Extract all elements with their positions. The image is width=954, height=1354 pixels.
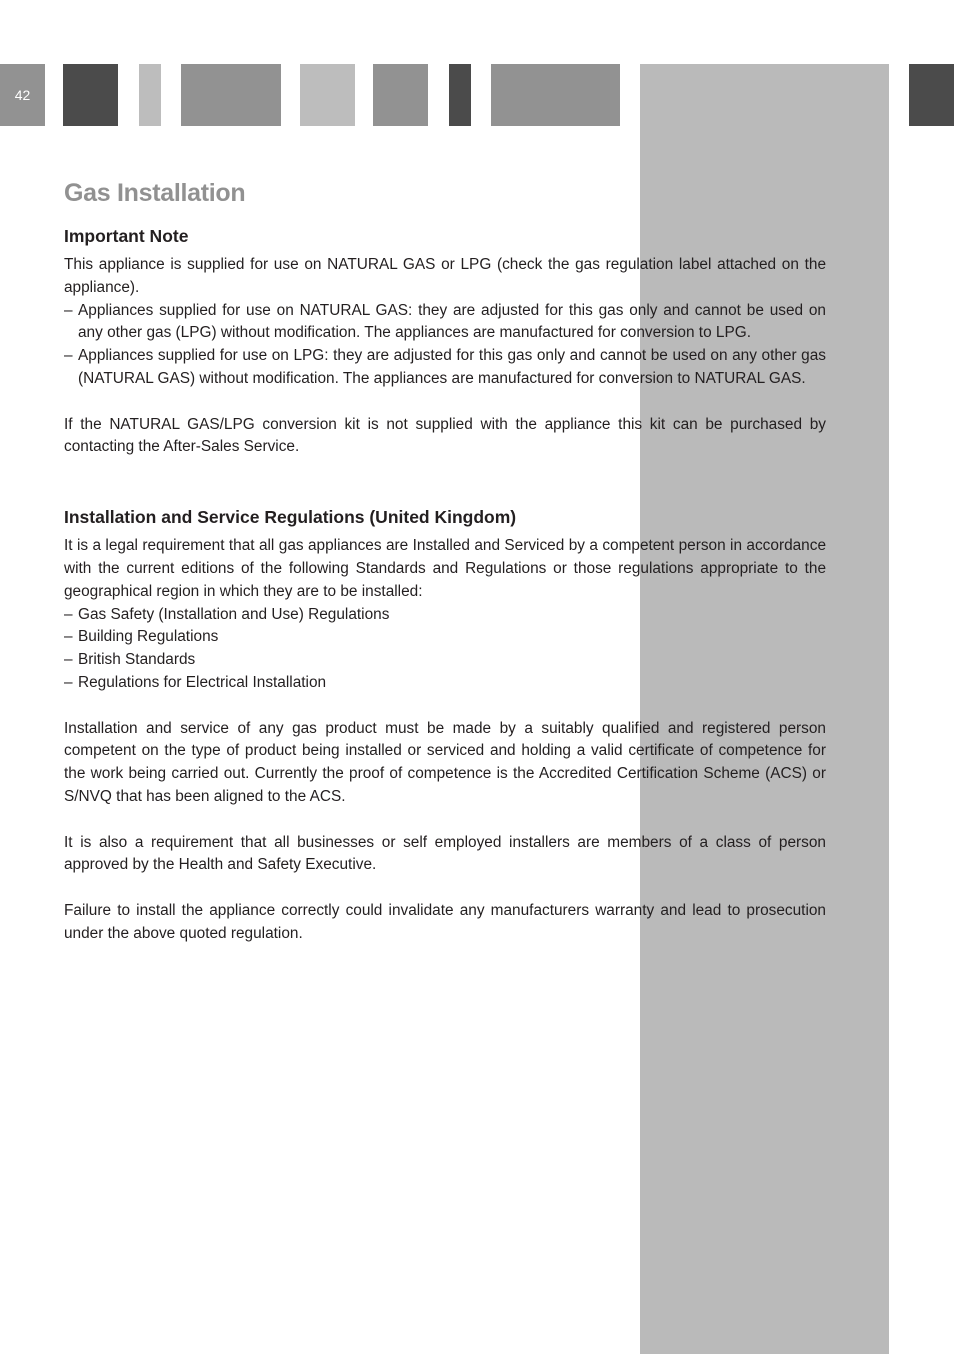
page-title: Gas Installation xyxy=(64,179,246,207)
competence-paragraph: Installation and service of any gas product must be made by a suitably qualified and registered person competent on the type of product being installed or serviced and holding a valid certificate of competence for the work being carried out. Currently the proof of competence is the Accredited Certification Scheme (ACS) or S/NVQ that has been aligned to the ACS. xyxy=(64,719,826,805)
header-block-6 xyxy=(449,64,471,126)
list-item: – Regulations for Electrical Installation xyxy=(64,672,826,695)
header-block-5 xyxy=(373,64,428,126)
list-item: – Building Regulations xyxy=(64,626,826,649)
page-content xyxy=(64,176,826,946)
regulations-heading: Installation and Service Regulations (United Kingdom) xyxy=(64,507,517,528)
list-item: – British Standards xyxy=(64,649,826,672)
regulations-list xyxy=(64,604,826,695)
header-block-8 xyxy=(909,64,954,126)
page-number: 42 xyxy=(0,64,45,126)
hse-paragraph: It is also a requirement that all businesses or self employed installers are members of a class of person approved by the Health and Safety Executive. xyxy=(64,833,826,874)
header-block-2 xyxy=(139,64,161,126)
important-note-intro: This appliance is supplied for use on NATURAL GAS or LPG (check the gas regulation label attached on the appliance). xyxy=(64,256,826,296)
list-item: – Appliances supplied for use on LPG: they are adjusted for this gas only and cannot be used on any other gas (NATURAL GAS) without modification. The appliances are manufactured for conversion to NATURAL GAS. xyxy=(64,345,826,391)
warranty-paragraph: Failure to install the appliance correctly could invalidate any manufacturers warranty and lead to prosecution under the above quoted regulation. xyxy=(64,901,826,942)
conversion-kit-note: If the NATURAL GAS/LPG conversion kit is not supplied with the appliance this kit can be purchased by contacting the After-Sales Service. xyxy=(64,415,826,456)
important-note-heading: Important Note xyxy=(64,226,189,246)
header-block-3 xyxy=(181,64,281,126)
important-note-list xyxy=(64,300,826,391)
list-item: – Gas Safety (Installation and Use) Regulations xyxy=(64,604,826,627)
header-block-1 xyxy=(63,64,118,126)
header-block-7 xyxy=(491,64,620,126)
regulations-intro: It is a legal requirement that all gas appliances are Installed and Serviced by a competent person in accordance with the current editions of the following Standards and Regulations or those regulations appropriate to the geographical region in which they are to be installed: xyxy=(64,537,826,600)
header-block-4 xyxy=(300,64,355,126)
list-item: – Appliances supplied for use on NATURAL GAS: they are adjusted for this gas only and cannot be used on any other gas (LPG) without modification. The appliances are manufactured for conversion to LPG. xyxy=(64,300,826,346)
